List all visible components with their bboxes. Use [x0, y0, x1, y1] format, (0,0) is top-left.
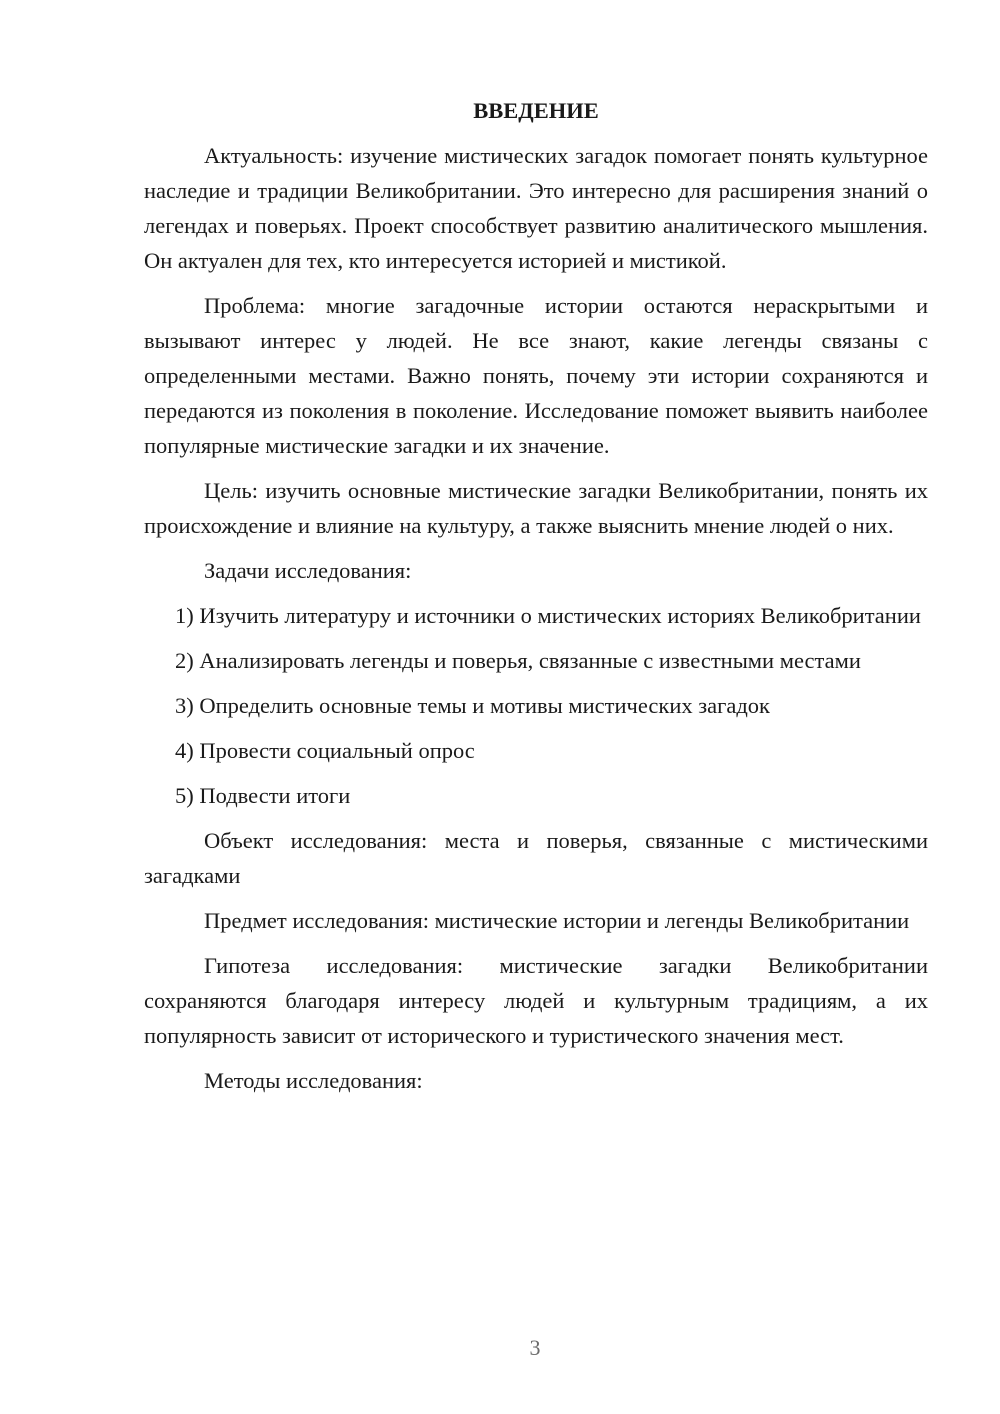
- task-item: 4) Провести социальный опрос: [175, 738, 475, 763]
- page-content: [144, 93, 928, 1108]
- problem-paragraph: Проблема: многие загадочные истории остаются нераскрытыми и вызывают интерес у людей. Не все знают, какие легенды связаны с определенными местами. Важно понять, почему эти истории сохраняются и передаются из поколения в поколение. Исследование поможет выявить наиболее популярные мистические загадки и их значение.: [144, 293, 928, 458]
- task-item: 3) Определить основные темы и мотивы мистических загадок: [175, 693, 770, 718]
- object-paragraph: Объект исследования: места и поверья, связанные с мистическими загадками: [144, 828, 928, 888]
- relevance-paragraph: Актуальность: изучение мистических загадок помогает понять культурное наследие и традиции Великобритании. Это интересно для расширения знаний о легендах и поверьях. Проект способствует развитию аналитического мышления. Он актуален для тех, кто интересуется историей и мистикой.: [144, 143, 928, 273]
- section-heading: ВВЕДЕНИЕ: [473, 98, 599, 123]
- tasks-list: [144, 598, 928, 813]
- subject-paragraph: Предмет исследования: мистические истории и легенды Великобритании: [204, 908, 910, 933]
- hypothesis-paragraph: Гипотеза исследования: мистические загадки Великобритании сохраняются благодаря интересу людей и культурным традициям, а их популярность зависит от исторического и туристического значения мест.: [144, 953, 928, 1048]
- page-number: 3: [529, 1335, 541, 1360]
- goal-paragraph: Цель: изучить основные мистические загадки Великобритании, понять их происхождение и влияние на культуру, а также выяснить мнение людей о них.: [144, 478, 928, 538]
- task-item: 2) Анализировать легенды и поверья, связанные с известными местами: [175, 648, 861, 673]
- task-item: 5) Подвести итоги: [175, 783, 351, 808]
- task-item: 1) Изучить литературу и источники о мистических историях Великобритании: [175, 603, 921, 628]
- methods-title: Методы исследования:: [204, 1068, 423, 1093]
- tasks-title: Задачи исследования:: [204, 558, 412, 583]
